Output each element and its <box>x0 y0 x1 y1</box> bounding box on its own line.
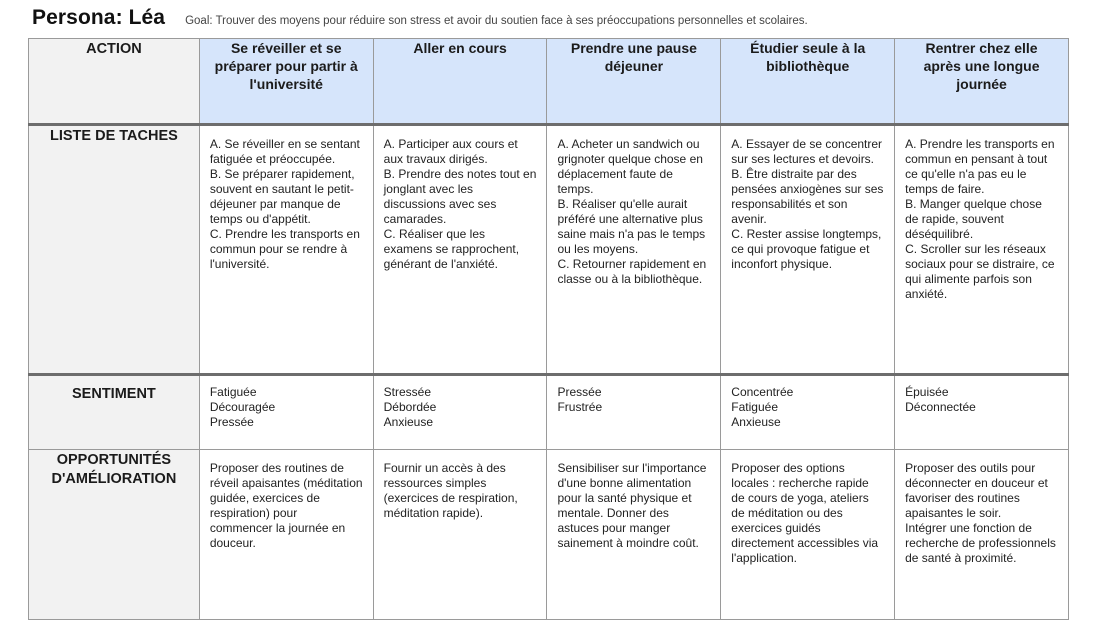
feelings-cell <box>373 375 547 450</box>
opportunity-cell: Proposer des outils pour déconnecter en douceur et favoriser des routines apaisantes le soir. Intégrer une fonction de recherche de professionnels de santé à proximité. <box>895 450 1069 620</box>
opportunity-cell: Sensibiliser sur l'importance d'une bonne alimentation pour la santé physique et mentale. Donner des astuces pour manger sainement à moindre coût. <box>547 450 721 620</box>
row-label-action: ACTION <box>29 39 200 125</box>
goal-text: Goal: Trouver des moyens pour réduire son stress et avoir du soutien face à ses préoccupations personnelles et scolaires. <box>185 15 808 27</box>
feeling-item: Débordée <box>383 400 437 414</box>
stage-header: Étudier seule à la bibliothèque <box>721 39 895 125</box>
task-item: C. Retourner rapidement en classe ou à la bibliothèque. <box>557 257 707 286</box>
row-label-opportunities-line: D'AMÉLIORATION <box>51 471 177 487</box>
feelings-cell <box>721 375 895 450</box>
action-row <box>29 39 1069 125</box>
task-item: A. Essayer de se concentrer sur ses lectures et devoirs. <box>731 137 883 166</box>
header <box>32 6 808 30</box>
task-item: B. Manger quelque chose de rapide, souvent déséquilibré. <box>905 197 1042 241</box>
tasks-cell <box>721 125 895 375</box>
task-item: C. Scroller sur les réseaux sociaux pour se distraire, ce qui alimente parfois son anxiété. <box>905 242 1055 301</box>
task-item: C. Prendre les transports en commun pour se rendre à l'université. <box>209 227 360 271</box>
opportunities-row <box>29 450 1069 620</box>
feeling-item: Déconnectée <box>905 400 976 414</box>
stage-header: Prendre une pause déjeuner <box>547 39 721 125</box>
persona-title: Persona: Léa <box>32 6 166 29</box>
task-item: B. Se préparer rapidement, souvent en sautant le petit-déjeuner par manque de temps ou d'appétit. <box>209 167 355 226</box>
feeling-item: Anxieuse <box>383 415 434 429</box>
feeling-item: Fatiguée <box>209 385 257 399</box>
task-item: A. Prendre les transports en commun en pensant à tout ce qu'elle n'a pas eu le temps de faire. <box>905 137 1055 196</box>
task-item: B. Réaliser qu'elle aurait préféré une alternative plus saine mais n'a pas le temps ou les moyens. <box>557 197 706 256</box>
feeling-item: Pressée <box>209 415 254 429</box>
tasks-row <box>29 125 1069 375</box>
task-item: A. Se réveiller en se sentant fatiguée et préoccupée. <box>209 137 360 166</box>
journey-map-table <box>28 38 1069 620</box>
task-item: A. Participer aux cours et aux travaux dirigés. <box>383 137 518 166</box>
task-item: C. Rester assise longtemps, ce qui provoque fatigue et inconfort physique. <box>731 227 882 271</box>
tasks-cell <box>199 125 373 375</box>
row-label-feelings: SENTIMENT <box>29 375 200 450</box>
row-label-tasks: LISTE DE TACHES <box>29 125 200 375</box>
feeling-item: Fatiguée <box>731 400 778 414</box>
feeling-item: Anxieuse <box>731 415 781 429</box>
feeling-item: Concentrée <box>731 385 794 399</box>
task-item: A. Acheter un sandwich ou grignoter quelque chose en déplacement faute de temps. <box>557 137 703 196</box>
feelings-cell <box>895 375 1069 450</box>
feeling-item: Frustrée <box>557 400 603 414</box>
feeling-item: Épuisée <box>905 385 949 399</box>
feeling-item: Stressée <box>383 385 431 399</box>
stage-header: Se réveiller et se préparer pour partir à l'université <box>199 39 373 125</box>
opportunity-cell: Fournir un accès à des ressources simples (exercices de respiration, méditation rapide). <box>373 450 547 620</box>
feeling-item: Découragée <box>209 400 276 414</box>
opportunity-cell: Proposer des routines de réveil apaisantes (méditation guidée, exercices de respiration) pour commencer la journée en douceur. <box>199 450 373 620</box>
feelings-cell <box>547 375 721 450</box>
stage-header: Aller en cours <box>373 39 547 125</box>
feelings-cell <box>199 375 373 450</box>
feeling-item: Pressée <box>557 385 602 399</box>
task-item: C. Réaliser que les examens se rapprochent, générant de l'anxiété. <box>383 227 520 271</box>
opportunity-cell: Proposer des options locales : recherche rapide de cours de yoga, ateliers de méditation ou des exercices guidés directement accessibles via l'application. <box>721 450 895 620</box>
task-item: B. Être distraite par des pensées anxiogènes sur ses responsabilités et son avenir. <box>731 167 884 226</box>
tasks-cell <box>895 125 1069 375</box>
row-label-opportunities <box>29 450 200 620</box>
row-label-opportunities-line: OPPORTUNITÉS <box>56 452 172 468</box>
tasks-cell <box>547 125 721 375</box>
task-item: B. Prendre des notes tout en jonglant avec les discussions avec ses camarades. <box>383 167 537 226</box>
stage-header: Rentrer chez elle après une longue journée <box>895 39 1069 125</box>
feelings-row <box>29 375 1069 450</box>
tasks-cell <box>373 125 547 375</box>
